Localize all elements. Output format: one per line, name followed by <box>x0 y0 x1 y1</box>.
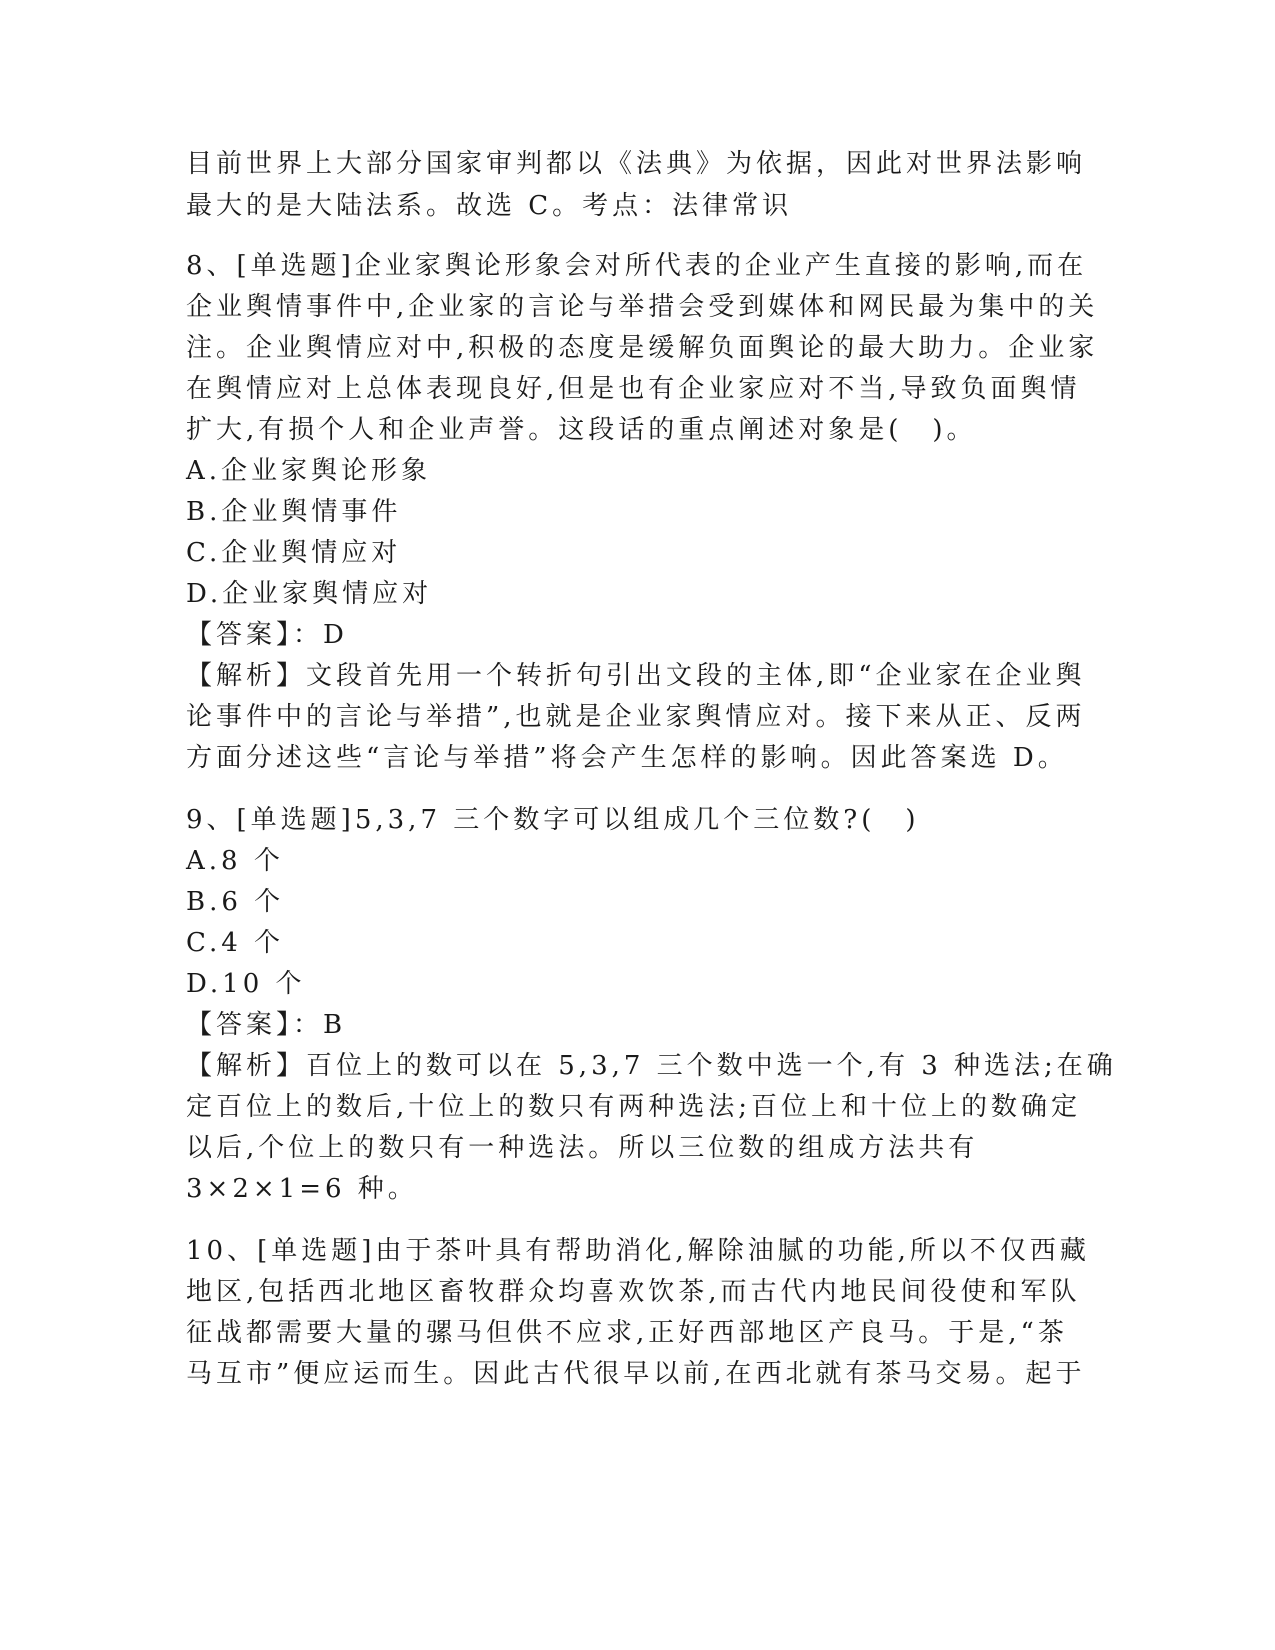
q9-option-d: D.10 个 <box>186 969 306 999</box>
q9-analysis-line: 【解析】百位上的数可以在 5,3,7 三个数中选一个,有 3 种选法;在确 <box>186 1051 1117 1081</box>
q8-analysis-line: 【解析】文段首先用一个转折句引出文段的主体,即“企业家在企业舆 <box>186 661 1086 691</box>
q8-answer: 【答案】：D <box>186 620 348 650</box>
q9-analysis-line: 3×2×1=6 种。 <box>186 1174 418 1204</box>
q8-option-c: C.企业舆情应对 <box>186 538 402 568</box>
q8-stem-line: 企业舆情事件中,企业家的言论与举措会受到媒体和网民最为集中的关 <box>186 292 1099 322</box>
q8-stem-line: 在舆情应对上总体表现良好,但是也有企业家应对不当,导致负面舆情 <box>186 374 1081 404</box>
q9-analysis-line: 定百位上的数后,十位上的数只有两种选法;百位上和十位上的数确定 <box>186 1092 1082 1122</box>
q8-option-d: D.企业家舆情应对 <box>186 579 433 609</box>
q8-analysis-line: 论事件中的言论与举措”,也就是企业家舆情应对。接下来从正、反两 <box>186 702 1086 732</box>
q10-stem-line: 地区,包括西北地区畜牧群众均喜欢饮茶,而古代内地民间役使和军队 <box>186 1277 1081 1307</box>
q8-stem-line: 扩大,有损个人和企业声誉。这段话的重点阐述对象是( )。 <box>186 415 977 445</box>
q8-analysis-line: 方面分述这些“言论与举措”将会产生怎样的影响。因此答案选 D。 <box>186 743 1068 773</box>
q8-option-a: A.企业家舆论形象 <box>186 456 432 486</box>
q9-stem-line: 9、[单选题]5,3,7 三个数字可以组成几个三位数?( ) <box>186 805 920 835</box>
q9-option-b: B.6 个 <box>186 887 285 917</box>
q8-stem-line: 注。企业舆情应对中,积极的态度是缓解负面舆论的最大助力。企业家 <box>186 333 1099 363</box>
q9-answer: 【答案】：B <box>186 1010 347 1040</box>
intro-line: 目前世界上大部分国家审判都以《法典》为依据，因此对世界法影响 <box>186 149 1087 179</box>
q9-analysis-line: 以后,个位上的数只有一种选法。所以三位数的组成方法共有 <box>186 1133 979 1163</box>
q10-stem-line: 10、[单选题]由于茶叶具有帮助消化,解除油腻的功能,所以不仅西藏 <box>186 1236 1090 1266</box>
q9-option-a: A.8 个 <box>186 846 284 876</box>
q8-option-b: B.企业舆情事件 <box>186 497 402 527</box>
q9-option-c: C.4 个 <box>186 928 285 958</box>
q8-stem-line: 8、[单选题]企业家舆论形象会对所代表的企业产生直接的影响,而在 <box>186 251 1088 281</box>
q10-stem-line: 征战都需要大量的骡马但供不应求,正好西部地区产良马。于是,“茶 <box>186 1318 1068 1348</box>
q10-stem-line: 马互市”便应运而生。因此古代很早以前,在西北就有茶马交易。起于 <box>186 1359 1086 1389</box>
intro-line: 最大的是大陆法系。故选 C。考点：法律常识 <box>186 191 793 221</box>
